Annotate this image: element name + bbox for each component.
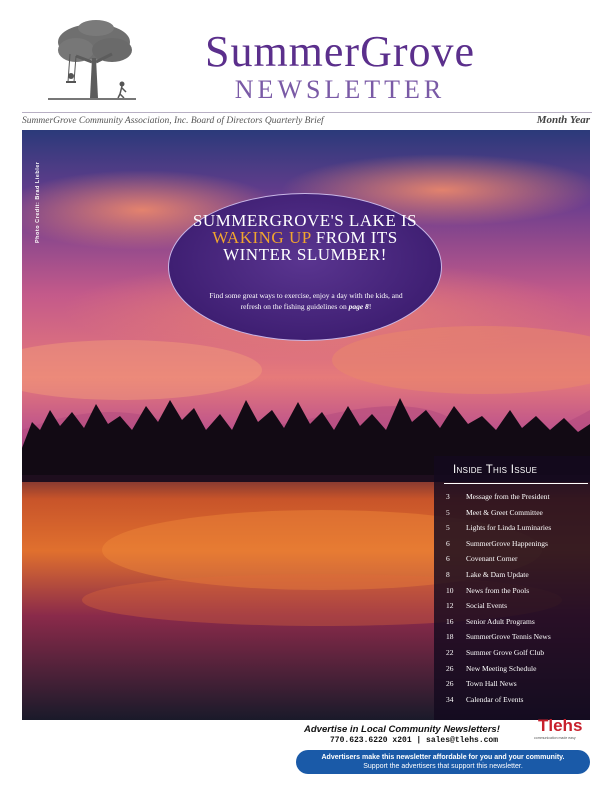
newsletter-title: SummerGrove	[204, 27, 476, 76]
ad-headline: Advertise in Local Community Newsletters!	[304, 724, 500, 735]
inside-this-issue-panel	[434, 456, 590, 720]
toc-page-number: 6	[446, 554, 450, 564]
toc-item-title: News from the Pools	[466, 585, 530, 595]
toc-item[interactable]	[446, 679, 590, 691]
photo-credit: Photo Credit: Brad Liebler	[35, 161, 41, 243]
brand-name: Tlehs	[538, 716, 583, 735]
toc-item-title: Summer Grove Golf Club	[466, 648, 545, 657]
toc-page-number: 5	[446, 523, 450, 533]
toc-item[interactable]	[446, 617, 590, 629]
toc-page-number: 26	[446, 663, 454, 673]
toc-item[interactable]	[446, 492, 590, 504]
issue-date: Month Year	[536, 114, 590, 126]
toc-page-number: 18	[446, 632, 454, 642]
toc-page-number: 26	[446, 679, 454, 689]
toc-item-title: Social Events	[466, 601, 508, 611]
tlehs-logo[interactable]	[532, 716, 588, 746]
headline-highlight: WAKING UP	[212, 228, 312, 247]
toc-page-number: 8	[446, 570, 450, 579]
toc-page-number: 3	[446, 492, 450, 501]
toc-item[interactable]	[446, 554, 590, 566]
toc-item-title: Message from the President	[466, 492, 550, 501]
tree-with-swing-icon	[46, 20, 138, 104]
toc-item-title: Town Hall News	[466, 679, 517, 689]
toc-item-title: Covenant Corner	[466, 554, 518, 564]
toc-item[interactable]	[446, 523, 590, 535]
toc-page-number: 12	[446, 601, 454, 611]
page-reference-link[interactable]: page 8	[348, 302, 369, 311]
toc-item-title: New Meeting Schedule	[466, 663, 537, 673]
toc-item-title: Senior Adult Programs	[466, 616, 535, 626]
toc-item-title: Calendar of Events	[466, 694, 524, 704]
inside-divider	[444, 483, 588, 484]
association-line: SummerGrove Community Association, Inc. Board of Directors Quarterly Brief	[22, 116, 324, 126]
banner-line-2: Support the advertisers that support this newsletter.	[363, 763, 523, 770]
toc-item-title: SummerGrove Tennis News	[466, 632, 551, 642]
toc-item-title: Meet & Greet Committee	[466, 507, 543, 517]
banner-line-1: Advertisers make this newsletter affordable for you and your community.	[321, 754, 565, 761]
inside-title: Inside This Issue	[453, 464, 538, 476]
toc-page-number: 16	[446, 616, 454, 626]
toc-page-number: 6	[446, 538, 450, 548]
toc-item[interactable]	[446, 601, 590, 613]
toc-page-number: 5	[446, 507, 450, 517]
toc-page-number: 34	[446, 694, 454, 704]
toc-item-title: SummerGrove Happenings	[466, 538, 548, 548]
toc-page-number: 10	[446, 585, 454, 595]
newsletter-subtitle: NEWSLETTER	[234, 75, 446, 104]
brand-tagline: communication made easy	[534, 736, 576, 740]
toc-item[interactable]	[446, 695, 590, 707]
toc-item-title: Lake & Dam Update	[466, 570, 529, 579]
toc-item-title: Lights for Linda Luminaries	[466, 523, 552, 533]
advertiser-banner	[296, 750, 590, 774]
toc-item[interactable]	[446, 648, 590, 660]
toc-item[interactable]	[446, 586, 590, 598]
toc-item[interactable]	[446, 632, 590, 644]
feature-headline: SUMMERGROVE'S LAKE IS WAKING UP FROM ITS WINTER SLUMBER!	[192, 211, 418, 264]
toc-item[interactable]	[446, 570, 590, 582]
toc-item[interactable]	[446, 664, 590, 676]
toc-item[interactable]	[446, 539, 590, 551]
toc-page-number: 22	[446, 648, 454, 657]
toc-item[interactable]	[446, 508, 590, 520]
ad-contact[interactable]: 770.623.6220 x201 | sales@tlehs.com	[330, 736, 499, 745]
feature-body: Find some great ways to exercise, enjoy a day with the kids, and refresh on the fishing guidelines on page 8!	[209, 291, 403, 311]
masthead-divider	[22, 112, 592, 113]
